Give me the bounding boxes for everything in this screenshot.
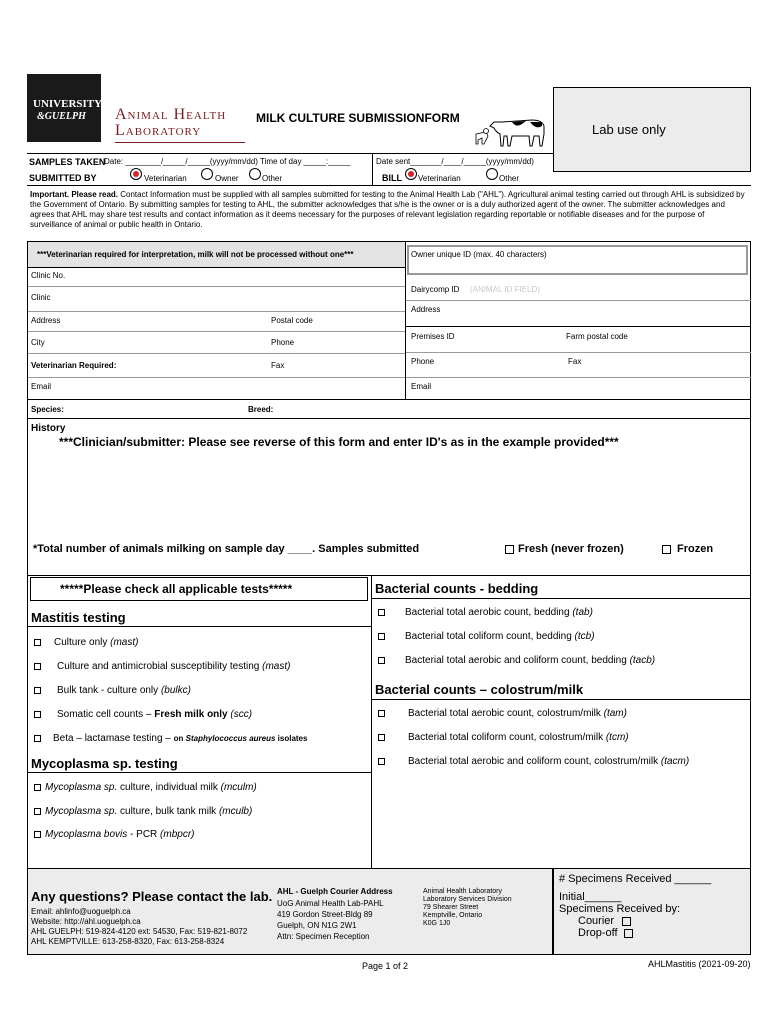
mycoplasma-title: Mycoplasma sp. testing	[31, 756, 178, 771]
logo-text-guelph: &GUELPH	[37, 111, 86, 122]
kemp-address-line: K0G 1J0	[423, 920, 451, 927]
checkbox[interactable]	[34, 711, 41, 718]
important-lead: Important. Please read.	[30, 190, 119, 199]
courier-line: Attn: Specimen Reception	[277, 932, 370, 941]
checkbox[interactable]	[378, 633, 385, 640]
test-code: (mculm)	[220, 782, 257, 793]
test-tam[interactable]	[378, 708, 627, 719]
owner-fax-field[interactable]: Fax	[568, 357, 582, 366]
test-mculb[interactable]	[34, 806, 252, 817]
test-mast-ast[interactable]	[34, 661, 290, 672]
samples-date-field[interactable]: Date: ________/_____/_____(yyyy/mm/dd) Time of day _____:_____	[104, 157, 351, 166]
owner-email-field[interactable]: Email	[411, 382, 432, 391]
vet-postal-field[interactable]: Postal code	[271, 316, 313, 325]
contact-guelph: AHL GUELPH: 519-824-4120 ext: 54530, Fax: 519-821-8072	[31, 927, 248, 936]
test-code: (mast)	[262, 661, 291, 672]
dairycomp-id-field[interactable]: Dairycomp ID	[411, 285, 460, 294]
courier-title: AHL - Guelph Courier Address	[277, 887, 393, 896]
owner-unique-id-field[interactable]: Owner unique ID (max. 40 characters)	[411, 250, 547, 259]
checkbox[interactable]	[378, 657, 385, 664]
fresh-checkbox[interactable]	[505, 545, 514, 554]
test-label: - PCR	[127, 829, 161, 840]
university-logo	[27, 74, 101, 142]
test-label: Bacterial total aerobic count, colostrum/milk	[408, 708, 604, 719]
dropoff-label: Drop-off	[578, 927, 618, 939]
contact-website: Website: http://ahl.uoguelph.ca	[31, 917, 141, 926]
courier-line: UoG Animal Health Lab-PAHL	[277, 899, 384, 908]
bill-other-label: Other	[499, 174, 520, 183]
test-tcb[interactable]	[378, 631, 595, 642]
divider	[28, 399, 751, 400]
total-animals-field[interactable]: *Total number of animals milking on sample day ____. Samples submitted	[33, 543, 420, 555]
mastitis-title: Mastitis testing	[31, 610, 126, 625]
tests-header: *****Please check all applicable tests*****	[60, 582, 293, 596]
submitted-owner-radio[interactable]	[201, 168, 213, 180]
divider	[406, 326, 751, 327]
divider	[28, 286, 405, 287]
submitted-owner-label: Owner	[215, 174, 239, 183]
test-label-bold: Fresh milk only	[154, 709, 228, 720]
species-field[interactable]: Species:	[31, 405, 64, 414]
history-note: ***Clinician/submitter: Please see reverse of this form and enter ID's as in the example provided***	[59, 435, 619, 449]
divider	[27, 153, 553, 154]
divider	[371, 598, 751, 599]
frozen-option[interactable]	[662, 543, 713, 555]
kemp-address-line: Kemptville, Ontario	[423, 912, 483, 919]
vet-required-note: ***Veterinarian required for interpretation, milk will not be processed without one***	[37, 250, 354, 259]
test-organism: Mycoplasma sp.	[45, 806, 118, 817]
test-label: Culture only	[54, 637, 111, 648]
dairycomp-hint: (ANIMAL ID FIELD)	[470, 285, 540, 294]
test-code: (bulkc)	[160, 685, 191, 696]
divider	[406, 300, 751, 301]
divider	[28, 353, 405, 354]
lab-use-box	[553, 87, 751, 172]
test-tacb[interactable]	[378, 655, 655, 666]
test-code: (tcb)	[574, 631, 595, 642]
test-code: (scc)	[227, 709, 253, 720]
page-number: Page 1 of 2	[362, 961, 409, 971]
divider	[28, 772, 371, 773]
test-label: culture, individual milk	[117, 782, 221, 793]
test-label: Bacterial total aerobic count, bedding	[405, 607, 573, 618]
vet-phone-field[interactable]: Phone	[271, 338, 295, 347]
test-label-on: on	[173, 734, 186, 743]
dropoff-option[interactable]	[578, 927, 639, 939]
courier-line: Guelph, ON N1G 2W1	[277, 921, 357, 930]
test-label: culture, bulk tank milk	[117, 806, 219, 817]
premises-id-field[interactable]: Premises ID	[411, 332, 455, 341]
courier-label: Courier	[578, 915, 615, 927]
test-code: (tcm)	[605, 732, 629, 743]
kemp-address-line: Laboratory Services Division	[423, 896, 512, 903]
divider	[28, 626, 371, 627]
test-code: (mculb)	[218, 806, 253, 817]
test-label: Bacterial total aerobic and coliform count, bedding	[405, 655, 630, 666]
courier-checkbox[interactable]	[622, 917, 631, 926]
clinic-no-field[interactable]: Clinic No.	[31, 271, 66, 280]
checkbox[interactable]	[34, 808, 41, 815]
vet-fax-field[interactable]: Fax	[271, 361, 285, 370]
checkbox[interactable]	[34, 735, 41, 742]
test-tab[interactable]	[378, 607, 593, 618]
farm-postal-field[interactable]: Farm postal code	[566, 332, 628, 341]
colostrum-title: Bacterial counts – colostrum/milk	[375, 682, 584, 697]
important-text: Contact Information must be supplied with all samples submitted for testing to the Animal Health Lab ("AHL"). Agricultural animal testing carried out through AHL is subsidized by the Government of Ontario. By submitting samples for testing to AHL, the submitter acknowledges that s/he is the owner or is a duly authorized agent of the owner. The submitter acknowledges and agrees that AHL may share test results and contact information as it deems necessary for the purposes of relevant legislation regarding reportable or notifiable diseases and for the purpose of surveillance of animal or public health in Ontario.	[30, 190, 745, 229]
test-label: Somatic cell counts –	[57, 709, 155, 720]
checkbox[interactable]	[34, 831, 41, 838]
submitted-vet-radio[interactable]	[130, 168, 142, 180]
owner-phone-field[interactable]: Phone	[411, 357, 435, 366]
questions-heading: Any questions? Please contact the lab.	[31, 889, 273, 904]
test-code: (tacm)	[660, 756, 690, 767]
test-code: (tacb)	[629, 655, 656, 666]
specimens-received-field[interactable]: # Specimens Received ______	[559, 873, 712, 885]
bill-label: BILL	[382, 173, 402, 183]
test-organism: Mycoplasma sp.	[45, 782, 118, 793]
bill-vet-radio[interactable]	[405, 168, 417, 180]
test-label: Bacterial total coliform count, colostrum/milk	[408, 732, 606, 743]
checkbox[interactable]	[34, 639, 41, 646]
test-code: (mast)	[110, 637, 139, 648]
divider	[371, 575, 372, 869]
contact-email: Email: ahlinfo@uoguelph.ca	[31, 907, 131, 916]
bill-vet-label: Veterinarian	[418, 174, 461, 183]
test-label: Bulk tank - culture only	[57, 685, 161, 696]
vet-email-field[interactable]: Email	[31, 382, 52, 391]
clinic-field[interactable]: Clinic	[31, 293, 51, 302]
divider	[27, 185, 751, 186]
test-tcm[interactable]	[378, 732, 629, 743]
fresh-option[interactable]	[505, 543, 624, 555]
kemp-address-line: Animal Health Laboratory	[423, 888, 502, 895]
frozen-label: Frozen	[677, 543, 714, 555]
test-label-isolates: isolates	[275, 734, 308, 743]
history-label: History	[31, 423, 66, 434]
checkbox[interactable]	[378, 710, 385, 717]
lab-name-underline	[115, 142, 245, 143]
logo-text-university: UNIVERSITY	[33, 98, 103, 110]
checkbox[interactable]	[378, 734, 385, 741]
checkbox[interactable]	[378, 609, 385, 616]
vet-required-banner	[28, 242, 405, 268]
divider	[405, 241, 406, 399]
important-notice	[30, 190, 746, 230]
checkbox[interactable]	[34, 687, 41, 694]
submitted-other-label: Other	[262, 174, 283, 183]
test-label-staph: Staphylococcus aureus	[185, 734, 276, 743]
test-label: Beta – lactamase testing –	[53, 733, 174, 744]
test-code: (tab)	[572, 607, 593, 618]
test-mculm[interactable]	[34, 782, 257, 793]
divider	[372, 153, 373, 186]
submitted-other-radio[interactable]	[249, 168, 261, 180]
test-organism: Mycoplasma bovis	[45, 829, 128, 840]
divider	[28, 575, 751, 576]
specimens-by-label: Specimens Received by:	[559, 903, 681, 915]
cow-icon	[472, 110, 552, 148]
kemp-address-line: 79 Shearer Street	[423, 904, 479, 911]
form-title: MILK CULTURE SUBMISSIONFORM	[256, 111, 460, 125]
date-sent-field[interactable]: Date sent_______/____/_____(yyyy/mm/dd)	[376, 157, 534, 166]
divider	[371, 699, 751, 700]
history-field[interactable]	[30, 452, 748, 538]
test-code: (tam)	[603, 708, 627, 719]
divider	[28, 418, 751, 419]
courier-line: 419 Gordon Street-Bldg 89	[277, 910, 373, 919]
contact-kemptville: AHL KEMPTVILLE: 613-258-8320, Fax: 613-258-8324	[31, 937, 225, 946]
test-beta[interactable]	[34, 733, 307, 744]
divider	[406, 377, 751, 378]
test-scc[interactable]	[34, 709, 252, 720]
fresh-label: Fresh (never frozen)	[518, 543, 624, 555]
lab-name-line1: Animal Health	[115, 106, 227, 123]
owner-address-field[interactable]: Address	[411, 305, 441, 314]
test-label: Bacterial total aerobic and coliform count, colostrum/milk	[408, 756, 661, 767]
submitted-vet-label: Veterinarian	[144, 174, 187, 183]
samples-taken-label: SAMPLES TAKEN	[29, 157, 106, 167]
form-main-box	[27, 241, 751, 869]
bill-other-radio[interactable]	[486, 168, 498, 180]
checkbox[interactable]	[34, 663, 41, 670]
form-code: AHLMastitis (2021-09-20)	[648, 959, 751, 969]
frozen-checkbox[interactable]	[662, 545, 671, 554]
checkbox[interactable]	[34, 784, 41, 791]
lab-name-line2: Laboratory	[115, 122, 202, 139]
test-tacm[interactable]	[378, 756, 689, 767]
divider	[28, 377, 405, 378]
submitted-by-label: SUBMITTED BY	[29, 173, 97, 183]
test-mast-culture[interactable]	[34, 637, 138, 648]
test-label: Bacterial total coliform count, bedding	[405, 631, 575, 642]
bedding-title: Bacterial counts - bedding	[375, 581, 539, 596]
divider	[28, 331, 405, 332]
vet-address-field[interactable]: Address	[31, 316, 61, 325]
test-bulkc[interactable]	[34, 685, 191, 696]
dropoff-checkbox[interactable]	[624, 929, 633, 938]
test-code: (mbpcr)	[160, 829, 195, 840]
vet-city-field[interactable]: City	[31, 338, 45, 347]
courier-option[interactable]	[578, 915, 637, 927]
initial-field[interactable]: Initial______	[559, 891, 622, 903]
test-mbpcr[interactable]	[34, 829, 195, 840]
lab-use-label: Lab use only	[592, 122, 666, 137]
checkbox[interactable]	[378, 758, 385, 765]
divider	[406, 352, 751, 353]
divider	[28, 311, 405, 312]
vet-required-field[interactable]: Veterinarian Required:	[31, 361, 117, 370]
breed-field[interactable]: Breed:	[248, 405, 274, 414]
test-label: Culture and antimicrobial susceptibility testing	[57, 661, 263, 672]
